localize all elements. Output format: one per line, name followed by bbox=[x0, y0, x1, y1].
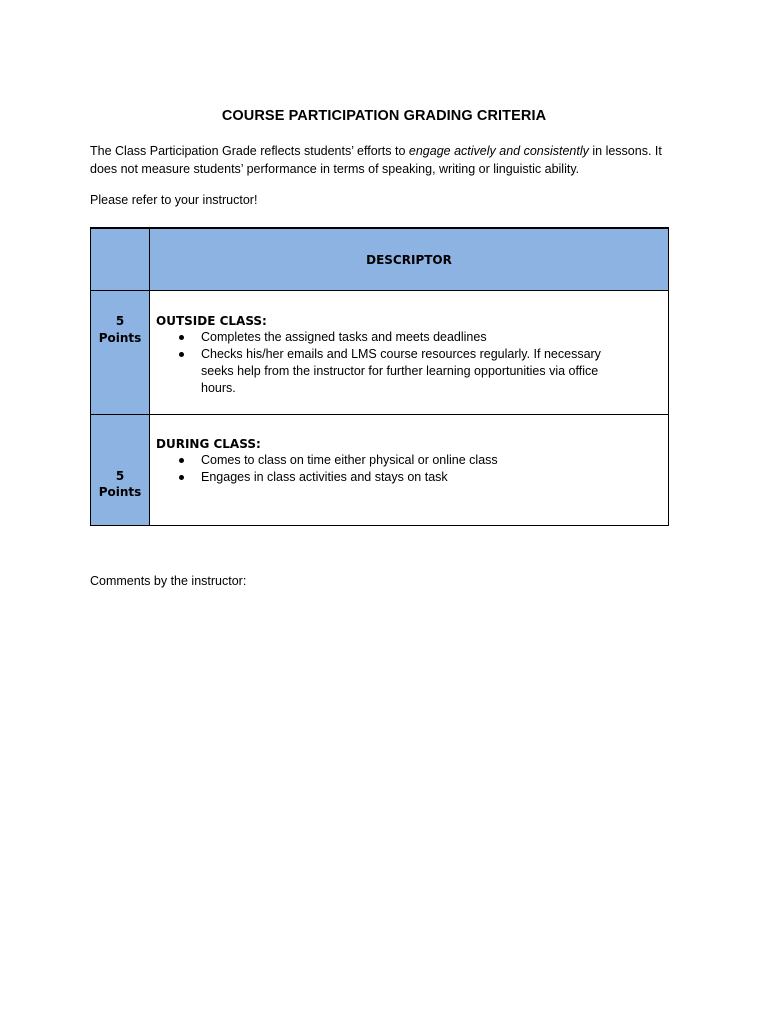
intro-text-part1: The Class Participation Grade reflects students’ efforts to bbox=[90, 144, 409, 158]
points-value: 5 bbox=[115, 314, 125, 328]
bullet-list bbox=[156, 329, 668, 397]
table-row bbox=[91, 415, 669, 526]
document-title: COURSE PARTICIPATION GRADING CRITERIA bbox=[221, 108, 547, 124]
list-item bbox=[156, 346, 611, 397]
intro-emphasis: engage actively and consistently bbox=[408, 144, 589, 158]
section-title: DURING CLASS: bbox=[156, 437, 261, 451]
list-item bbox=[156, 452, 611, 469]
bullet-text: Comes to class on time either physical or online class bbox=[201, 453, 498, 467]
list-item bbox=[156, 469, 611, 486]
points-unit: Points bbox=[98, 330, 142, 345]
list-item bbox=[156, 329, 611, 346]
header-descriptor-cell: DESCRIPTOR bbox=[150, 228, 669, 291]
intro-text-part2: in lessons. It does not measure students’ performance in terms of speaking, writing or linguistic ability. bbox=[90, 144, 662, 176]
bullet-list bbox=[156, 452, 668, 486]
table-row bbox=[91, 291, 669, 415]
header-points-cell bbox=[91, 228, 150, 291]
descriptor-cell bbox=[150, 291, 669, 415]
bullet-text: Engages in class activities and stays on task bbox=[201, 470, 448, 484]
criteria-table bbox=[90, 227, 669, 526]
comments-label: Comments by the instructor: bbox=[90, 574, 247, 588]
points-cell bbox=[91, 291, 150, 415]
bullet-text: Checks his/her emails and LMS course resources regularly. If necessary seeks help from the instructor for further learning opportunities via office hours. bbox=[201, 347, 601, 395]
points-unit: Points bbox=[98, 485, 142, 499]
bullet-icon bbox=[179, 475, 184, 480]
intro-paragraph bbox=[90, 143, 680, 178]
refer-note: Please refer to your instructor! bbox=[90, 193, 258, 207]
section-title: OUTSIDE CLASS: bbox=[156, 314, 267, 328]
points-value: 5 bbox=[115, 468, 125, 483]
descriptor-cell bbox=[150, 415, 669, 526]
bullet-text: Completes the assigned tasks and meets deadlines bbox=[201, 330, 487, 344]
points-cell bbox=[91, 415, 150, 526]
bullet-icon bbox=[179, 458, 184, 463]
bullet-icon bbox=[179, 335, 184, 340]
bullet-icon bbox=[179, 352, 184, 357]
table-header-row bbox=[91, 228, 669, 291]
